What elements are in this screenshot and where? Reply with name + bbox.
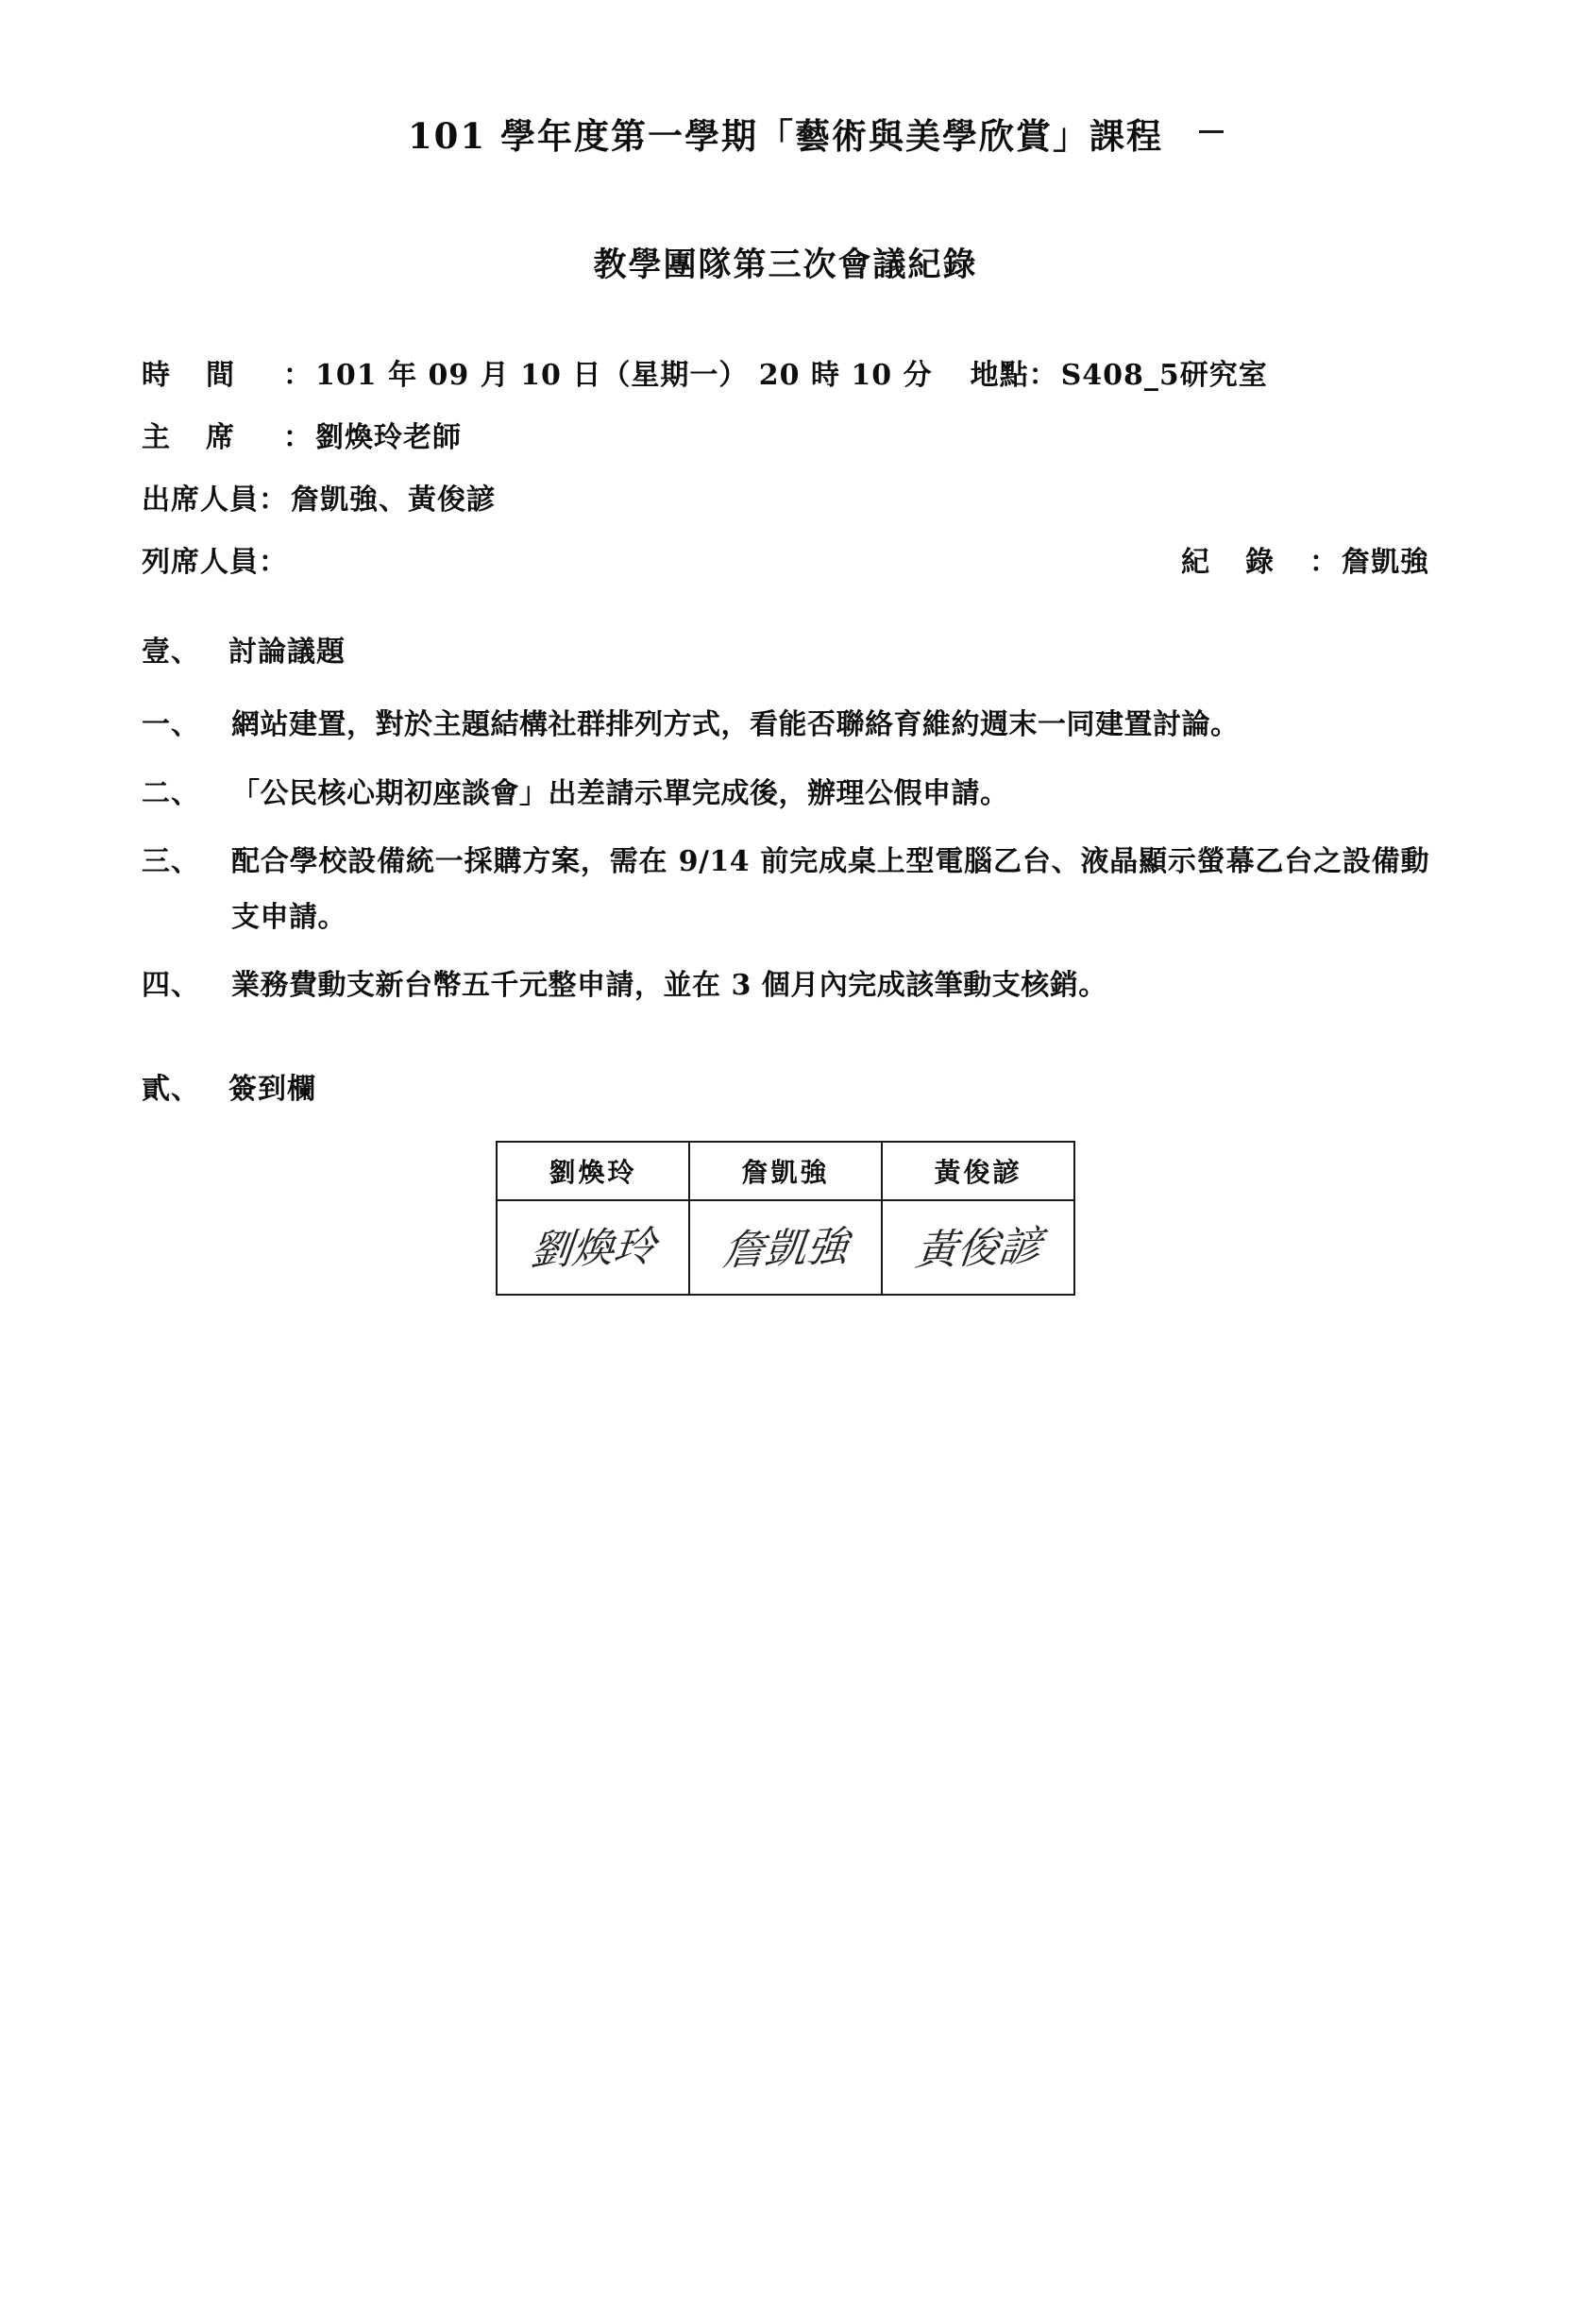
signature-mark-cell: [882, 1200, 1074, 1295]
section-discussion: [142, 628, 1429, 1014]
attendees-colon: ：: [259, 483, 287, 517]
signature-name-cell: 劉煥玲: [497, 1142, 689, 1200]
meta-row-chair: [142, 421, 1429, 455]
list-item: [142, 958, 1429, 1014]
list-item-number: 四、: [142, 969, 200, 1003]
section-signature-number: 貳、: [142, 1072, 200, 1106]
list-item-number: 二、: [142, 776, 200, 810]
attendees-value: 詹凱強、黃俊諺: [291, 483, 496, 517]
place-colon: ：: [1028, 359, 1057, 393]
document-page: [0, 113, 1571, 2324]
list-item-text: 業務費動支新台幣五千元整申請，並在 3 個月內完成該筆動支核銷。: [231, 969, 1107, 1003]
recorder-value: 詹凱強: [1342, 546, 1429, 580]
section-discussion-title: 討論議題: [228, 636, 346, 670]
meta-row-time: [142, 359, 1429, 393]
observers-label: 列席人員: [142, 546, 259, 580]
list-item: [142, 835, 1429, 945]
list-item-text: 配合學校設備統一採購方案，需在 9/14 前完成桌上型電腦乙台、液晶顯示螢幕乙台之設備動支申請。: [231, 845, 1429, 934]
handwritten-signature: 劉煥玲: [528, 1222, 659, 1275]
signature-table-wrapper: [142, 1141, 1429, 1296]
list-item: [142, 767, 1429, 823]
meta-row-attendees: [142, 483, 1429, 517]
signature-mark-cell: [497, 1200, 689, 1295]
signature-name-cell: 詹凱強: [689, 1142, 882, 1200]
chair-label: 主席: [142, 421, 270, 455]
time-label: 時間: [142, 359, 270, 393]
handwritten-signature: 黃俊諺: [913, 1222, 1044, 1275]
list-item-number: 一、: [142, 708, 200, 742]
list-item-text: 「公民核心期初座談會」出差請示單完成後，辦理公假申請。: [231, 776, 1009, 810]
document-title-main: 101 學年度第一學期「藝術與美學欣賞」課程: [407, 115, 1164, 157]
list-item: [142, 698, 1429, 754]
section-signature-heading: [142, 1065, 1429, 1107]
time-colon: ：: [283, 359, 312, 393]
list-item-number: 三、: [142, 845, 200, 879]
document-title-sub: 教學團隊第三次會議紀錄: [593, 246, 978, 285]
signature-table: [496, 1141, 1075, 1296]
section-discussion-heading: [142, 628, 1429, 670]
place-label: 地點: [970, 359, 1029, 393]
handwritten-signature: 詹凱強: [720, 1222, 852, 1275]
title-block: [142, 113, 1429, 286]
place-value: S408_5研究室: [1060, 359, 1268, 393]
section-discussion-number: 壹、: [142, 636, 200, 670]
section-signature: [142, 1065, 1429, 1296]
list-item-text: 網站建置，對於主題結構社群排列方式，看能否聯絡育維約週末一同建置討論。: [231, 708, 1240, 742]
section-signature-title: 簽到欄: [228, 1072, 316, 1106]
recorder-label: 紀錄: [1181, 546, 1309, 580]
signature-mark-cell: [689, 1200, 882, 1295]
table-row: [497, 1142, 1074, 1200]
table-row: [497, 1200, 1074, 1295]
chair-colon: ：: [283, 421, 312, 455]
signature-name-cell: 黃俊諺: [882, 1142, 1074, 1200]
meta-block: [142, 359, 1429, 580]
attendees-label: 出席人員: [142, 483, 259, 517]
chair-value: 劉煥玲老師: [315, 421, 462, 455]
meta-row-observers: [142, 546, 1429, 580]
observers-colon: ：: [259, 546, 287, 580]
page-top-mark: [1199, 130, 1224, 133]
recorder-colon: ：: [1309, 546, 1338, 580]
time-value: 101 年 09 月 10 日（星期一） 20 時 10 分: [315, 359, 933, 393]
